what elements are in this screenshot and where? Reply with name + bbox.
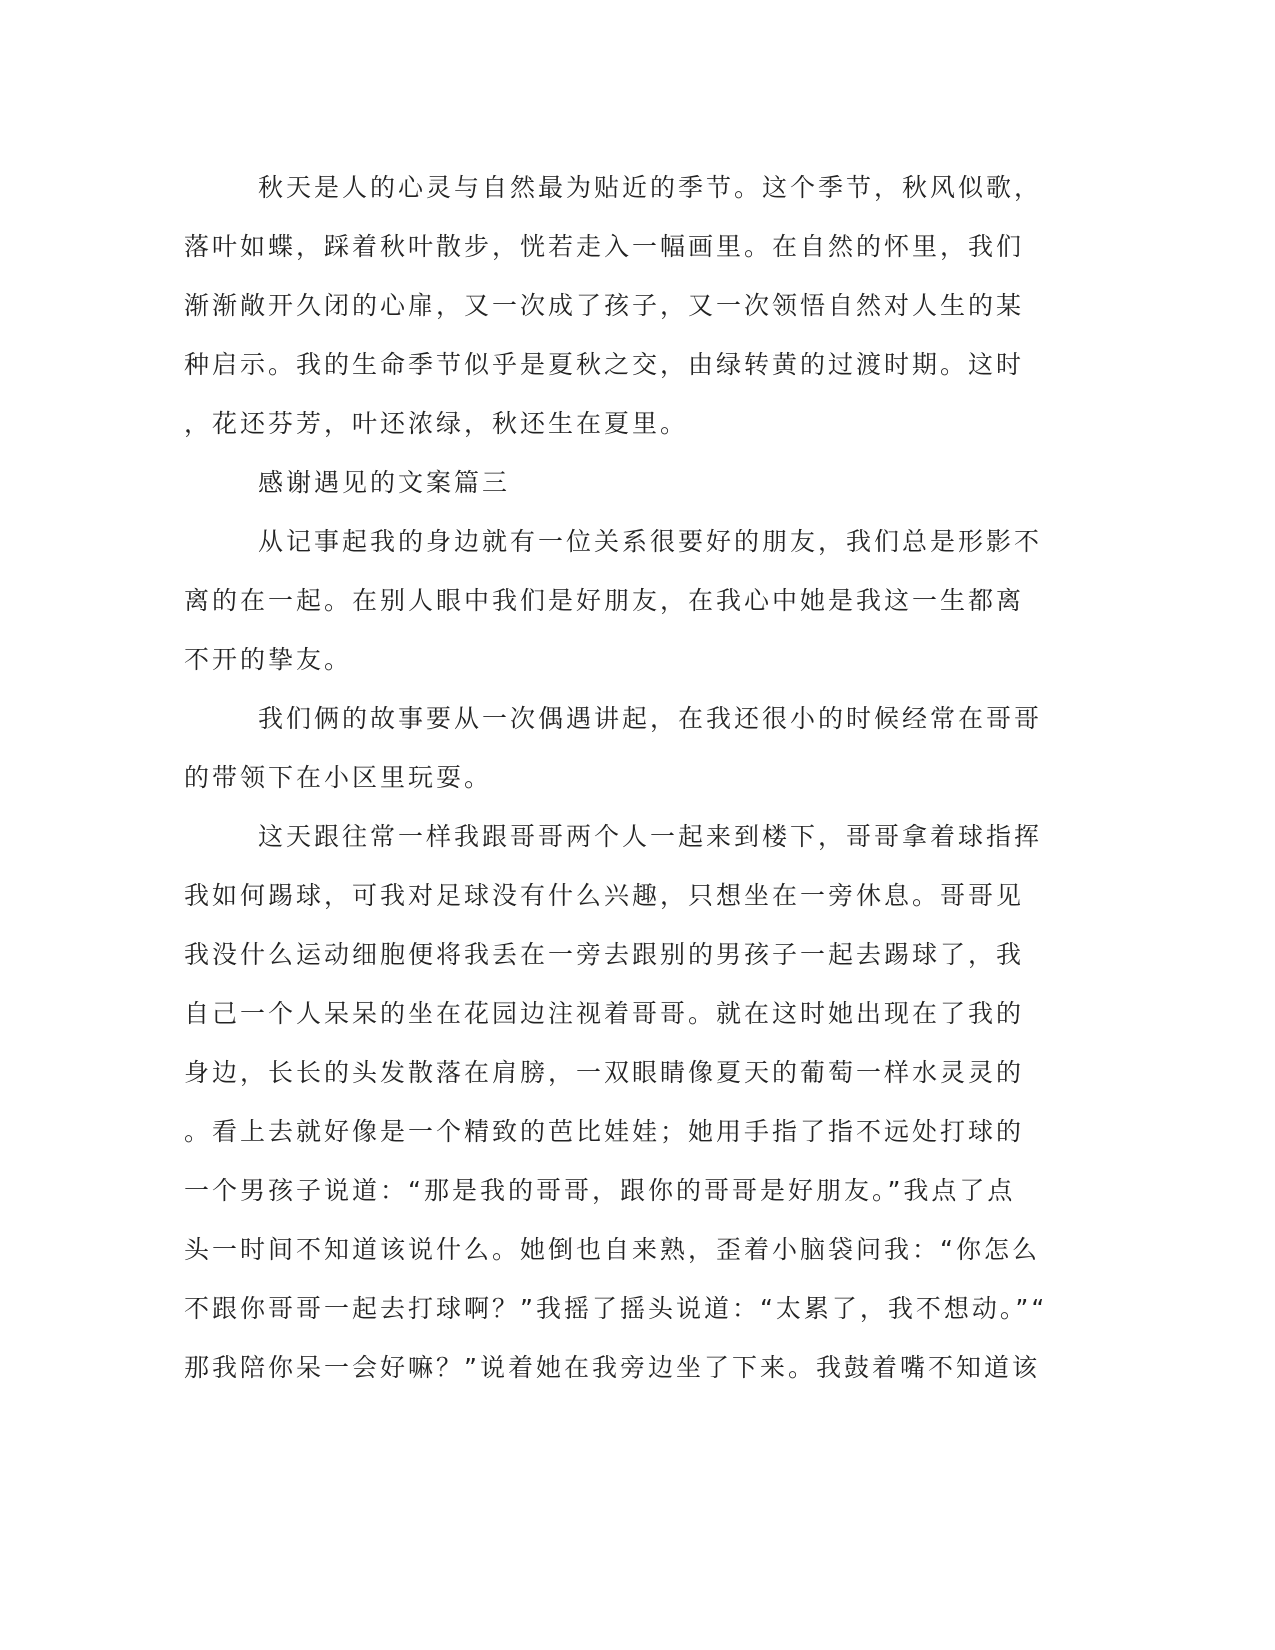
text-line: 那我陪你呆一会好嘛？”说着她在我旁边坐了下来。我鼓着嘴不知道该 (184, 1353, 1040, 1382)
text-line: 种启示。我的生命季节似乎是夏秋之交，由绿转黄的过渡时期。这时 (184, 350, 1025, 379)
text-line: 一个男孩子说道：“那是我的哥哥，跟你的哥哥是好朋友。”我点了点 (184, 1176, 1016, 1205)
text-line: 我们俩的故事要从一次偶遇讲起，在我还很小的时候经常在哥哥 (258, 704, 1043, 733)
section-heading: 感谢遇见的文案篇三 (258, 468, 511, 497)
text-line: 不开的挚友。 (184, 645, 353, 674)
text-line: 离的在一起。在别人眼中我们是好朋友，在我心中她是我这一生都离 (184, 586, 1025, 615)
text-line: 。看上去就好像是一个精致的芭比娃娃；她用手指了指不远处打球的 (184, 1117, 1025, 1146)
text-line: 不跟你哥哥一起去打球啊？”我摇了摇头说道：“太累了，我不想动。”“ (184, 1294, 1048, 1323)
text-line: 落叶如蝶，踩着秋叶散步，恍若走入一幅画里。在自然的怀里，我们 (184, 232, 1025, 261)
text-line: 渐渐敞开久闭的心扉，又一次成了孩子，又一次领悟自然对人生的某 (184, 291, 1025, 320)
text-line: 从记事起我的身边就有一位关系很要好的朋友，我们总是形影不 (258, 527, 1043, 556)
text-line: 我没什么运动细胞便将我丢在一旁去跟别的男孩子一起去踢球了，我 (184, 940, 1025, 969)
document-body (184, 158, 1048, 1397)
text-line: 的带领下在小区里玩耍。 (184, 763, 493, 792)
text-line: 身边，长长的头发散落在肩膀，一双眼睛像夏天的葡萄一样水灵灵的 (184, 1058, 1025, 1087)
text-line: 自己一个人呆呆的坐在花园边注视着哥哥。就在这时她出现在了我的 (184, 999, 1025, 1028)
text-line: 秋天是人的心灵与自然最为贴近的季节。这个季节，秋风似歌， (258, 173, 1043, 202)
text-line: 头一时间不知道该说什么。她倒也自来熟，歪着小脑袋问我：“你怎么 (184, 1235, 1040, 1264)
text-line: ，花还芬芳，叶还浓绿，秋还生在夏里。 (184, 409, 689, 438)
text-line: 这天跟往常一样我跟哥哥两个人一起来到楼下，哥哥拿着球指挥 (258, 822, 1043, 851)
text-line: 我如何踢球，可我对足球没有什么兴趣，只想坐在一旁休息。哥哥见 (184, 881, 1025, 910)
